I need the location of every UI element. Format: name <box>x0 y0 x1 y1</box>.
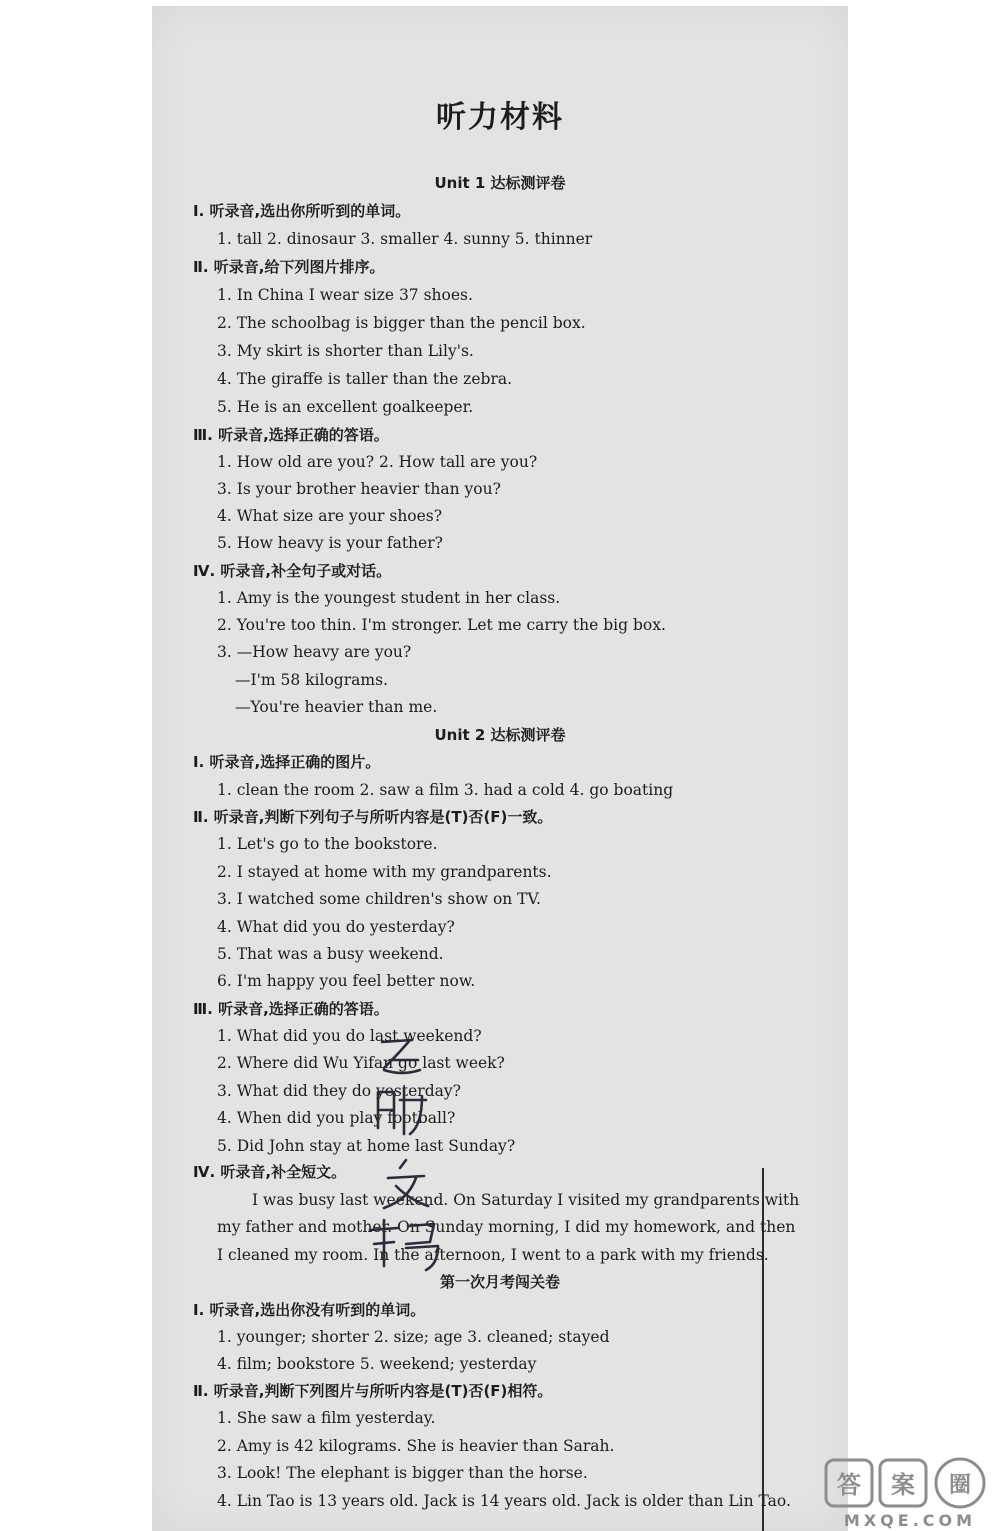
paragraph-line: I was busy last weekend. On Saturday I visited my grandparents with <box>252 1191 800 1209</box>
svg-text:MXQE.COM: MXQE.COM <box>843 1511 977 1530</box>
text-line: 5. Did John stay at home last Sunday? <box>217 1137 516 1155</box>
heading: Ⅰ. 听录音,选出你没有听到的单词。 <box>193 1301 426 1319</box>
text-line: 4. When did you play football? <box>217 1109 456 1127</box>
text-line: 3. My skirt is shorter than Lily's. <box>217 342 474 360</box>
text-line: 2. You're too thin. I'm stronger. Let me carry the big box. <box>217 616 666 634</box>
heading: Ⅰ. 听录音,选出你所听到的单词。 <box>193 202 411 220</box>
text-line: 1. She saw a film yesterday. <box>217 1409 436 1427</box>
text-line: 1. tall 2. dinosaur 3. smaller 4. sunny 5. thinner <box>217 230 593 248</box>
text-line: 2. The schoolbag is bigger than the pencil box. <box>217 314 586 332</box>
handwriting-scribble <box>360 1030 480 1280</box>
text-line: 1. How old are you? 2. How tall are you? <box>217 453 538 471</box>
text-line: 1. Amy is the youngest student in her class. <box>217 589 561 607</box>
heading: Ⅰ. 听录音,选择正确的图片。 <box>193 753 381 771</box>
heading: Ⅱ. 听录音,判断下列句子与所听内容是(T)否(F)一致。 <box>193 808 553 826</box>
text-line: 1. clean the room 2. saw a film 3. had a cold 4. go boating <box>217 781 674 799</box>
text-line: 2. Where did Wu Yifan go last week? <box>217 1054 505 1072</box>
text-line: 6. I'm happy you feel better now. <box>217 972 476 990</box>
page-title: 听力材料 <box>436 100 564 135</box>
text-line: 3. Look! The elephant is bigger than the horse. <box>217 1464 588 1482</box>
paragraph-line: my father and mother. On Sunday morning, I did my homework, and then <box>217 1218 796 1236</box>
text-line: 3. What did they do yesterday? <box>217 1082 461 1100</box>
paragraph-line: I cleaned my room. In the afternoon, I went to a park with my friends. <box>217 1246 769 1264</box>
text-line: 5. He is an excellent goalkeeper. <box>217 398 474 416</box>
heading: Ⅳ. 听录音,补全句子或对话。 <box>193 562 392 580</box>
svg-text:圈: 圈 <box>948 1473 972 1498</box>
section-title-unit1: Unit 1 达标测评卷 <box>434 174 566 192</box>
text-line: 2. I stayed at home with my grandparents. <box>217 863 552 881</box>
text-line: 4. The giraffe is taller than the zebra. <box>217 370 513 388</box>
text-line: 2. Amy is 42 kilograms. She is heavier than Sarah. <box>217 1437 615 1455</box>
text-line: 1. What did you do last weekend? <box>217 1027 482 1045</box>
text-line: 3. Is your brother heavier than you? <box>217 480 501 498</box>
text-line: 4. What did you do yesterday? <box>217 918 455 936</box>
heading: Ⅳ. 听录音,补全短文。 <box>193 1163 347 1181</box>
heading: Ⅲ. 听录音,选择正确的答语。 <box>193 1000 389 1018</box>
text-line: 3. I watched some children's show on TV. <box>217 890 541 908</box>
text-line: 1. younger; shorter 2. size; age 3. cleaned; stayed <box>217 1328 610 1346</box>
heading: Ⅲ. 听录音,选择正确的答语。 <box>193 426 389 444</box>
svg-text:答: 答 <box>837 1471 861 1499</box>
text-line: 5. That was a busy weekend. <box>217 945 444 963</box>
dialog-line: —I'm 58 kilograms. <box>235 671 388 689</box>
svg-text:案: 案 <box>891 1471 915 1499</box>
text-line: 1. Let's go to the bookstore. <box>217 835 438 853</box>
watermark-logo <box>818 1452 1000 1531</box>
section-title-monthly: 第一次月考闯关卷 <box>439 1273 560 1291</box>
heading: Ⅱ. 听录音,给下列图片排序。 <box>193 258 385 276</box>
text-line: 5. How heavy is your father? <box>217 534 443 552</box>
text-line: 1. In China I wear size 37 shoes. <box>217 286 473 304</box>
text-line: 4. What size are your shoes? <box>217 507 443 525</box>
dialog-line: —You're heavier than me. <box>235 698 438 716</box>
text-line: 4. Lin Tao is 13 years old. Jack is 14 years old. Jack is older than Lin Tao. <box>217 1492 791 1510</box>
text-line: 4. film; bookstore 5. weekend; yesterday <box>217 1355 537 1373</box>
heading: Ⅱ. 听录音,判断下列图片与所听内容是(T)否(F)相符。 <box>193 1382 553 1400</box>
text-line: 3. —How heavy are you? <box>217 643 412 661</box>
section-title-unit2: Unit 2 达标测评卷 <box>434 726 566 744</box>
